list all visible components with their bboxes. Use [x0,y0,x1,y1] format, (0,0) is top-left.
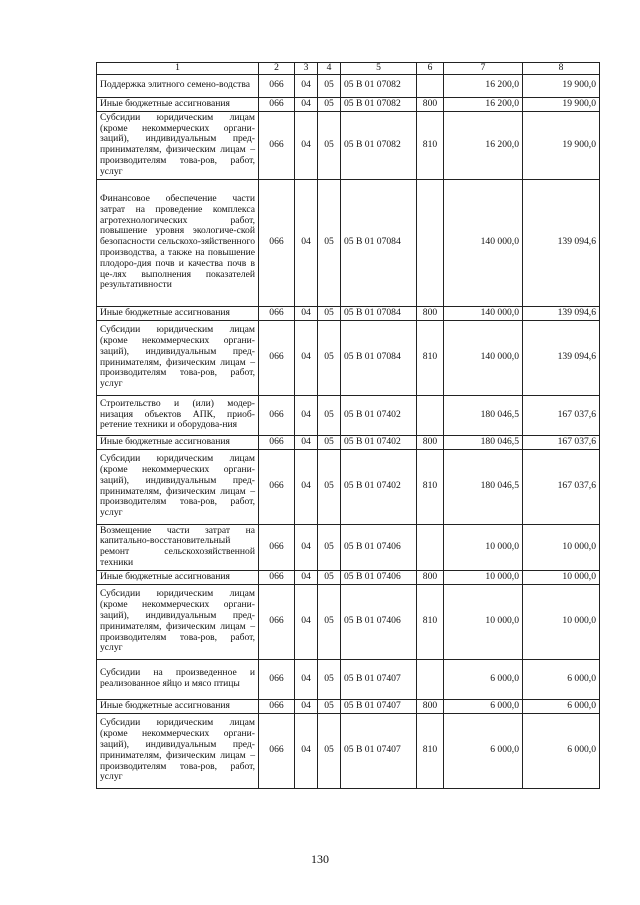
table-row [97,320,600,395]
cell-expense-type [417,524,444,570]
table-row [97,449,600,524]
cell-expense-type [417,395,444,435]
cell-target-article: 05 В 01 07084 [341,306,417,320]
cell-name: Строительство и (или) модер-низация объектов АПК, приоб-ретение техники и оборудова-ния [97,395,259,435]
cell-target-article: 05 В 01 07402 [341,395,417,435]
cell-amount-1: 10 000,0 [444,570,523,584]
cell-amount-1: 180 046,5 [444,449,523,524]
cell-target-article: 05 В 01 07084 [341,179,417,306]
cell-amount-2: 19 900,0 [523,97,600,111]
table-row [97,713,600,788]
cell-amount-1: 6 000,0 [444,659,523,699]
cell-target-article: 05 В 01 07406 [341,584,417,659]
cell-subsection: 05 [318,449,341,524]
cell-amount-1: 140 000,0 [444,306,523,320]
cell-target-article: 05 В 01 07402 [341,435,417,449]
cell-admin-code: 066 [259,699,295,713]
cell-name: Поддержка элитного семено-водства [97,74,259,97]
column-header: 5 [341,63,417,75]
cell-section: 04 [295,449,318,524]
column-header: 3 [295,63,318,75]
table-body [97,74,600,788]
table-row [97,524,600,570]
cell-amount-1: 6 000,0 [444,699,523,713]
cell-admin-code: 066 [259,570,295,584]
cell-name: Иные бюджетные ассигнования [97,699,259,713]
header-row [97,63,600,75]
cell-target-article: 05 В 01 07082 [341,111,417,179]
cell-expense-type: 800 [417,570,444,584]
table-row [97,570,600,584]
cell-section: 04 [295,659,318,699]
cell-admin-code: 066 [259,179,295,306]
cell-section: 04 [295,179,318,306]
page-number: 130 [311,852,329,866]
cell-amount-1: 6 000,0 [444,713,523,788]
cell-name: Иные бюджетные ассигнования [97,435,259,449]
table-row [97,395,600,435]
cell-target-article: 05 В 01 07082 [341,97,417,111]
cell-expense-type: 810 [417,713,444,788]
cell-admin-code: 066 [259,659,295,699]
cell-amount-2: 139 094,6 [523,306,600,320]
cell-subsection: 05 [318,97,341,111]
column-header: 7 [444,63,523,75]
cell-expense-type [417,179,444,306]
cell-section: 04 [295,584,318,659]
table-row [97,74,600,97]
cell-subsection: 05 [318,74,341,97]
cell-admin-code: 066 [259,97,295,111]
cell-admin-code: 066 [259,111,295,179]
cell-amount-2: 19 900,0 [523,111,600,179]
cell-target-article: 05 В 01 07406 [341,524,417,570]
cell-subsection: 05 [318,179,341,306]
cell-expense-type: 800 [417,97,444,111]
cell-target-article: 05 В 01 07407 [341,713,417,788]
cell-subsection: 05 [318,435,341,449]
cell-target-article: 05 В 01 07406 [341,570,417,584]
cell-amount-2: 10 000,0 [523,570,600,584]
cell-amount-1: 10 000,0 [444,584,523,659]
cell-subsection: 05 [318,699,341,713]
cell-subsection: 05 [318,659,341,699]
table-row [97,699,600,713]
cell-section: 04 [295,111,318,179]
cell-name: Субсидии юридическим лицам (кроме некоммерческих органи-заций), индивидуальным пред-принимателям, физическим лицам – производителям това-ров, работ, услуг [97,713,259,788]
cell-amount-2: 10 000,0 [523,524,600,570]
cell-name: Субсидии юридическим лицам (кроме некоммерческих органи-заций), индивидуальным пред-принимателям, физическим лицам – производителям това-ров, работ, услуг [97,449,259,524]
cell-amount-1: 16 200,0 [444,111,523,179]
cell-target-article: 05 В 01 07407 [341,659,417,699]
table-row [97,584,600,659]
cell-amount-1: 140 000,0 [444,179,523,306]
cell-name: Иные бюджетные ассигнования [97,306,259,320]
cell-name: Субсидии юридическим лицам (кроме некоммерческих органи-заций), индивидуальным пред-принимателям, физическим лицам – производителям това-ров, работ, услуг [97,111,259,179]
cell-admin-code: 066 [259,395,295,435]
column-header: 6 [417,63,444,75]
cell-amount-1: 180 046,5 [444,395,523,435]
cell-expense-type: 800 [417,435,444,449]
cell-subsection: 05 [318,713,341,788]
cell-amount-1: 140 000,0 [444,320,523,395]
cell-admin-code: 066 [259,449,295,524]
cell-section: 04 [295,713,318,788]
cell-admin-code: 066 [259,74,295,97]
cell-target-article: 05 В 01 07084 [341,320,417,395]
cell-expense-type: 810 [417,449,444,524]
table-row [97,435,600,449]
cell-target-article: 05 В 01 07402 [341,449,417,524]
cell-subsection: 05 [318,111,341,179]
cell-amount-1: 10 000,0 [444,524,523,570]
cell-amount-2: 167 037,6 [523,435,600,449]
cell-expense-type: 800 [417,699,444,713]
cell-amount-2: 139 094,6 [523,320,600,395]
cell-expense-type: 810 [417,584,444,659]
cell-amount-1: 180 046,5 [444,435,523,449]
cell-amount-2: 10 000,0 [523,584,600,659]
table-row [97,306,600,320]
table-row [97,97,600,111]
cell-expense-type [417,659,444,699]
column-header: 2 [259,63,295,75]
cell-section: 04 [295,699,318,713]
cell-section: 04 [295,74,318,97]
cell-subsection: 05 [318,584,341,659]
cell-name: Субсидии юридическим лицам (кроме некоммерческих органи-заций), индивидуальным пред-принимателям, физическим лицам – производителям това-ров, работ, услуг [97,584,259,659]
cell-section: 04 [295,306,318,320]
cell-admin-code: 066 [259,713,295,788]
cell-admin-code: 066 [259,306,295,320]
table-row [97,659,600,699]
cell-subsection: 05 [318,570,341,584]
cell-section: 04 [295,395,318,435]
cell-amount-2: 19 900,0 [523,74,600,97]
cell-amount-2: 6 000,0 [523,659,600,699]
cell-expense-type: 800 [417,306,444,320]
cell-amount-1: 16 200,0 [444,97,523,111]
cell-section: 04 [295,524,318,570]
cell-amount-2: 167 037,6 [523,395,600,435]
cell-subsection: 05 [318,524,341,570]
table-row [97,179,600,306]
cell-admin-code: 066 [259,524,295,570]
cell-section: 04 [295,320,318,395]
cell-admin-code: 066 [259,320,295,395]
cell-section: 04 [295,435,318,449]
column-header: 1 [97,63,259,75]
cell-name: Субсидии на произведенное и реализованное яйцо и мясо птицы [97,659,259,699]
cell-name: Иные бюджетные ассигнования [97,570,259,584]
cell-amount-2: 167 037,6 [523,449,600,524]
cell-subsection: 05 [318,306,341,320]
column-header: 8 [523,63,600,75]
cell-amount-2: 139 094,6 [523,179,600,306]
cell-target-article: 05 В 01 07407 [341,699,417,713]
cell-name: Финансовое обеспечение части затрат на проведение комплекса агротехнологических работ, повышение уровня экологиче-ской безопасности сельскохо-зяйственного производства, а также на повышение плодоро-дия почв и качества почв в це-лях выполнения показателей результативности [97,179,259,306]
cell-amount-2: 6 000,0 [523,699,600,713]
cell-expense-type: 810 [417,111,444,179]
cell-name: Возмещение части затрат на капитально-восстановительный ремонт сельскохозяйственной техники [97,524,259,570]
cell-target-article: 05 В 01 07082 [341,74,417,97]
budget-table [96,62,600,789]
cell-amount-2: 6 000,0 [523,713,600,788]
cell-expense-type [417,74,444,97]
cell-subsection: 05 [318,395,341,435]
cell-name: Иные бюджетные ассигнования [97,97,259,111]
cell-section: 04 [295,97,318,111]
cell-admin-code: 066 [259,584,295,659]
cell-amount-1: 16 200,0 [444,74,523,97]
cell-name: Субсидии юридическим лицам (кроме некоммерческих органи-заций), индивидуальным пред-принимателям, физическим лицам – производителям това-ров, работ, услуг [97,320,259,395]
cell-subsection: 05 [318,320,341,395]
table-row [97,111,600,179]
cell-admin-code: 066 [259,435,295,449]
column-header: 4 [318,63,341,75]
cell-section: 04 [295,570,318,584]
cell-expense-type: 810 [417,320,444,395]
